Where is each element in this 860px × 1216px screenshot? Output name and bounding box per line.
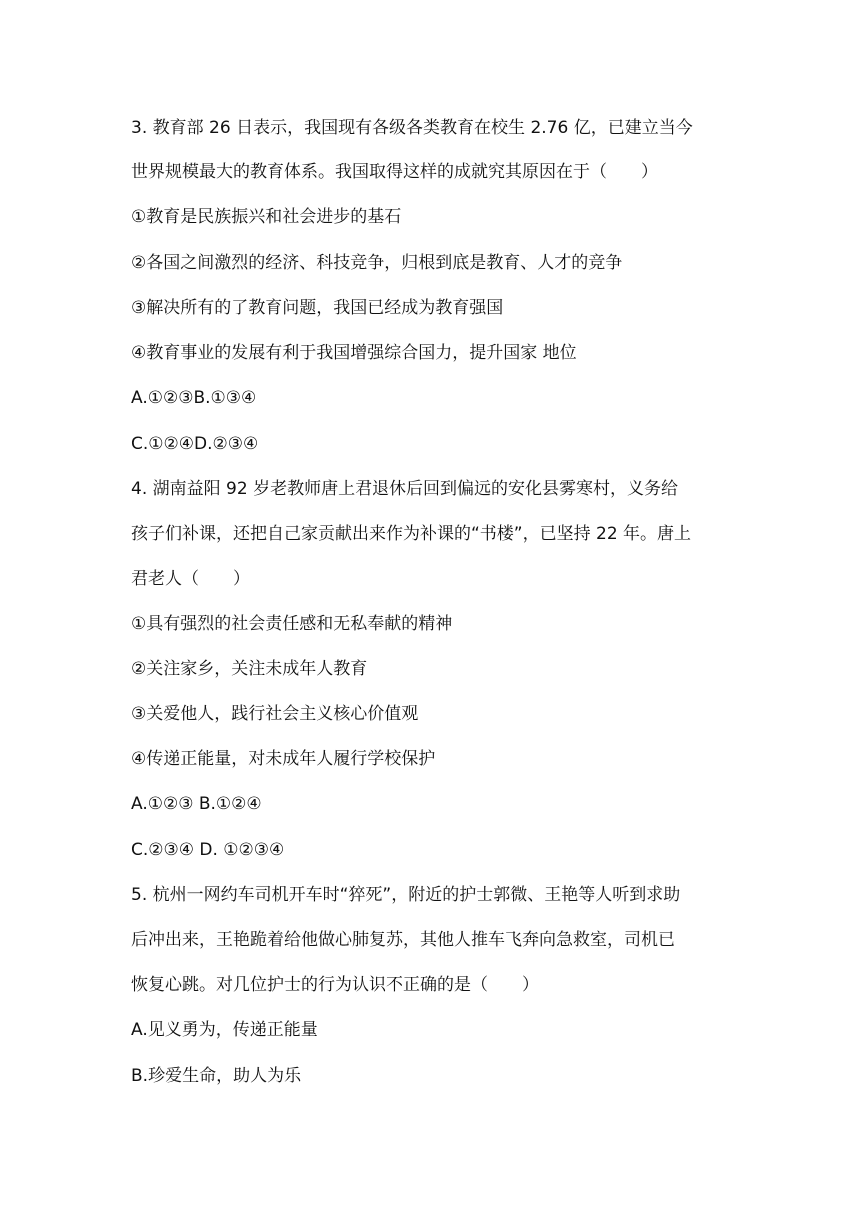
question-5-option-b: B.珍爱生命，助人为乐 (131, 1066, 302, 1086)
question-5-option-a: A.见义勇为，传递正能量 (131, 1020, 318, 1040)
question-4-statement-3: ③关爱他人，践行社会主义核心价值观 (131, 704, 419, 724)
question-4-stem-line-3: 君老人（ ） (131, 569, 250, 589)
question-5-stem-line-1: 5. 杭州一网约车司机开车时“猝死”，附近的护士郭微、王艳等人听到求助 (131, 885, 681, 905)
question-4-statement-1: ①具有强烈的社会责任感和无私奉献的精神 (131, 614, 453, 634)
question-4-options-line-2: C.②③④ D. ①②③④ (131, 840, 285, 860)
question-3-options-line-2: C.①②④D.②③④ (131, 434, 259, 454)
question-3-statement-3: ③解决所有的了教育问题，我国已经成为教育强国 (131, 298, 504, 318)
question-3-statement-1: ①教育是民族振兴和社会进步的基石 (131, 207, 402, 227)
question-5-stem-line-3: 恢复心跳。对几位护士的行为认识不正确的是（ ） (131, 975, 539, 995)
question-3-stem-line-2: 世界规模最大的教育体系。我国取得这样的成就究其原因在于（ ） (131, 162, 658, 182)
question-4-options-line-1: A.①②③ B.①②④ (131, 794, 262, 814)
question-3-stem-line-1: 3. 教育部 26 日表示，我国现有各级各类教育在校生 2.76 亿，已建立当今 (131, 118, 693, 138)
question-3-statement-2: ②各国之间激烈的经济、科技竞争，归根到底是教育、人才的竞争 (131, 253, 623, 273)
question-4-statement-2: ②关注家乡，关注未成年人教育 (131, 659, 368, 679)
question-3-options-line-1: A.①②③B.①③④ (131, 388, 257, 408)
question-4-statement-4: ④传递正能量，对未成年人履行学校保护 (131, 749, 436, 769)
question-5-stem-line-2: 后冲出来，王艳跪着给他做心肺复苏，其他人推车飞奔向急救室，司机已 (131, 930, 675, 950)
question-3-statement-4: ④教育事业的发展有利于我国增强综合国力，提升国家 地位 (131, 343, 577, 363)
question-4-stem-line-1: 4. 湖南益阳 92 岁老教师唐上君退休后回到偏远的安化县雾寒村，义务给 (131, 479, 679, 499)
question-4-stem-line-2: 孩子们补课，还把自己家贡献出来作为补课的“书楼”，已坚持 22 年。唐上 (131, 524, 692, 544)
